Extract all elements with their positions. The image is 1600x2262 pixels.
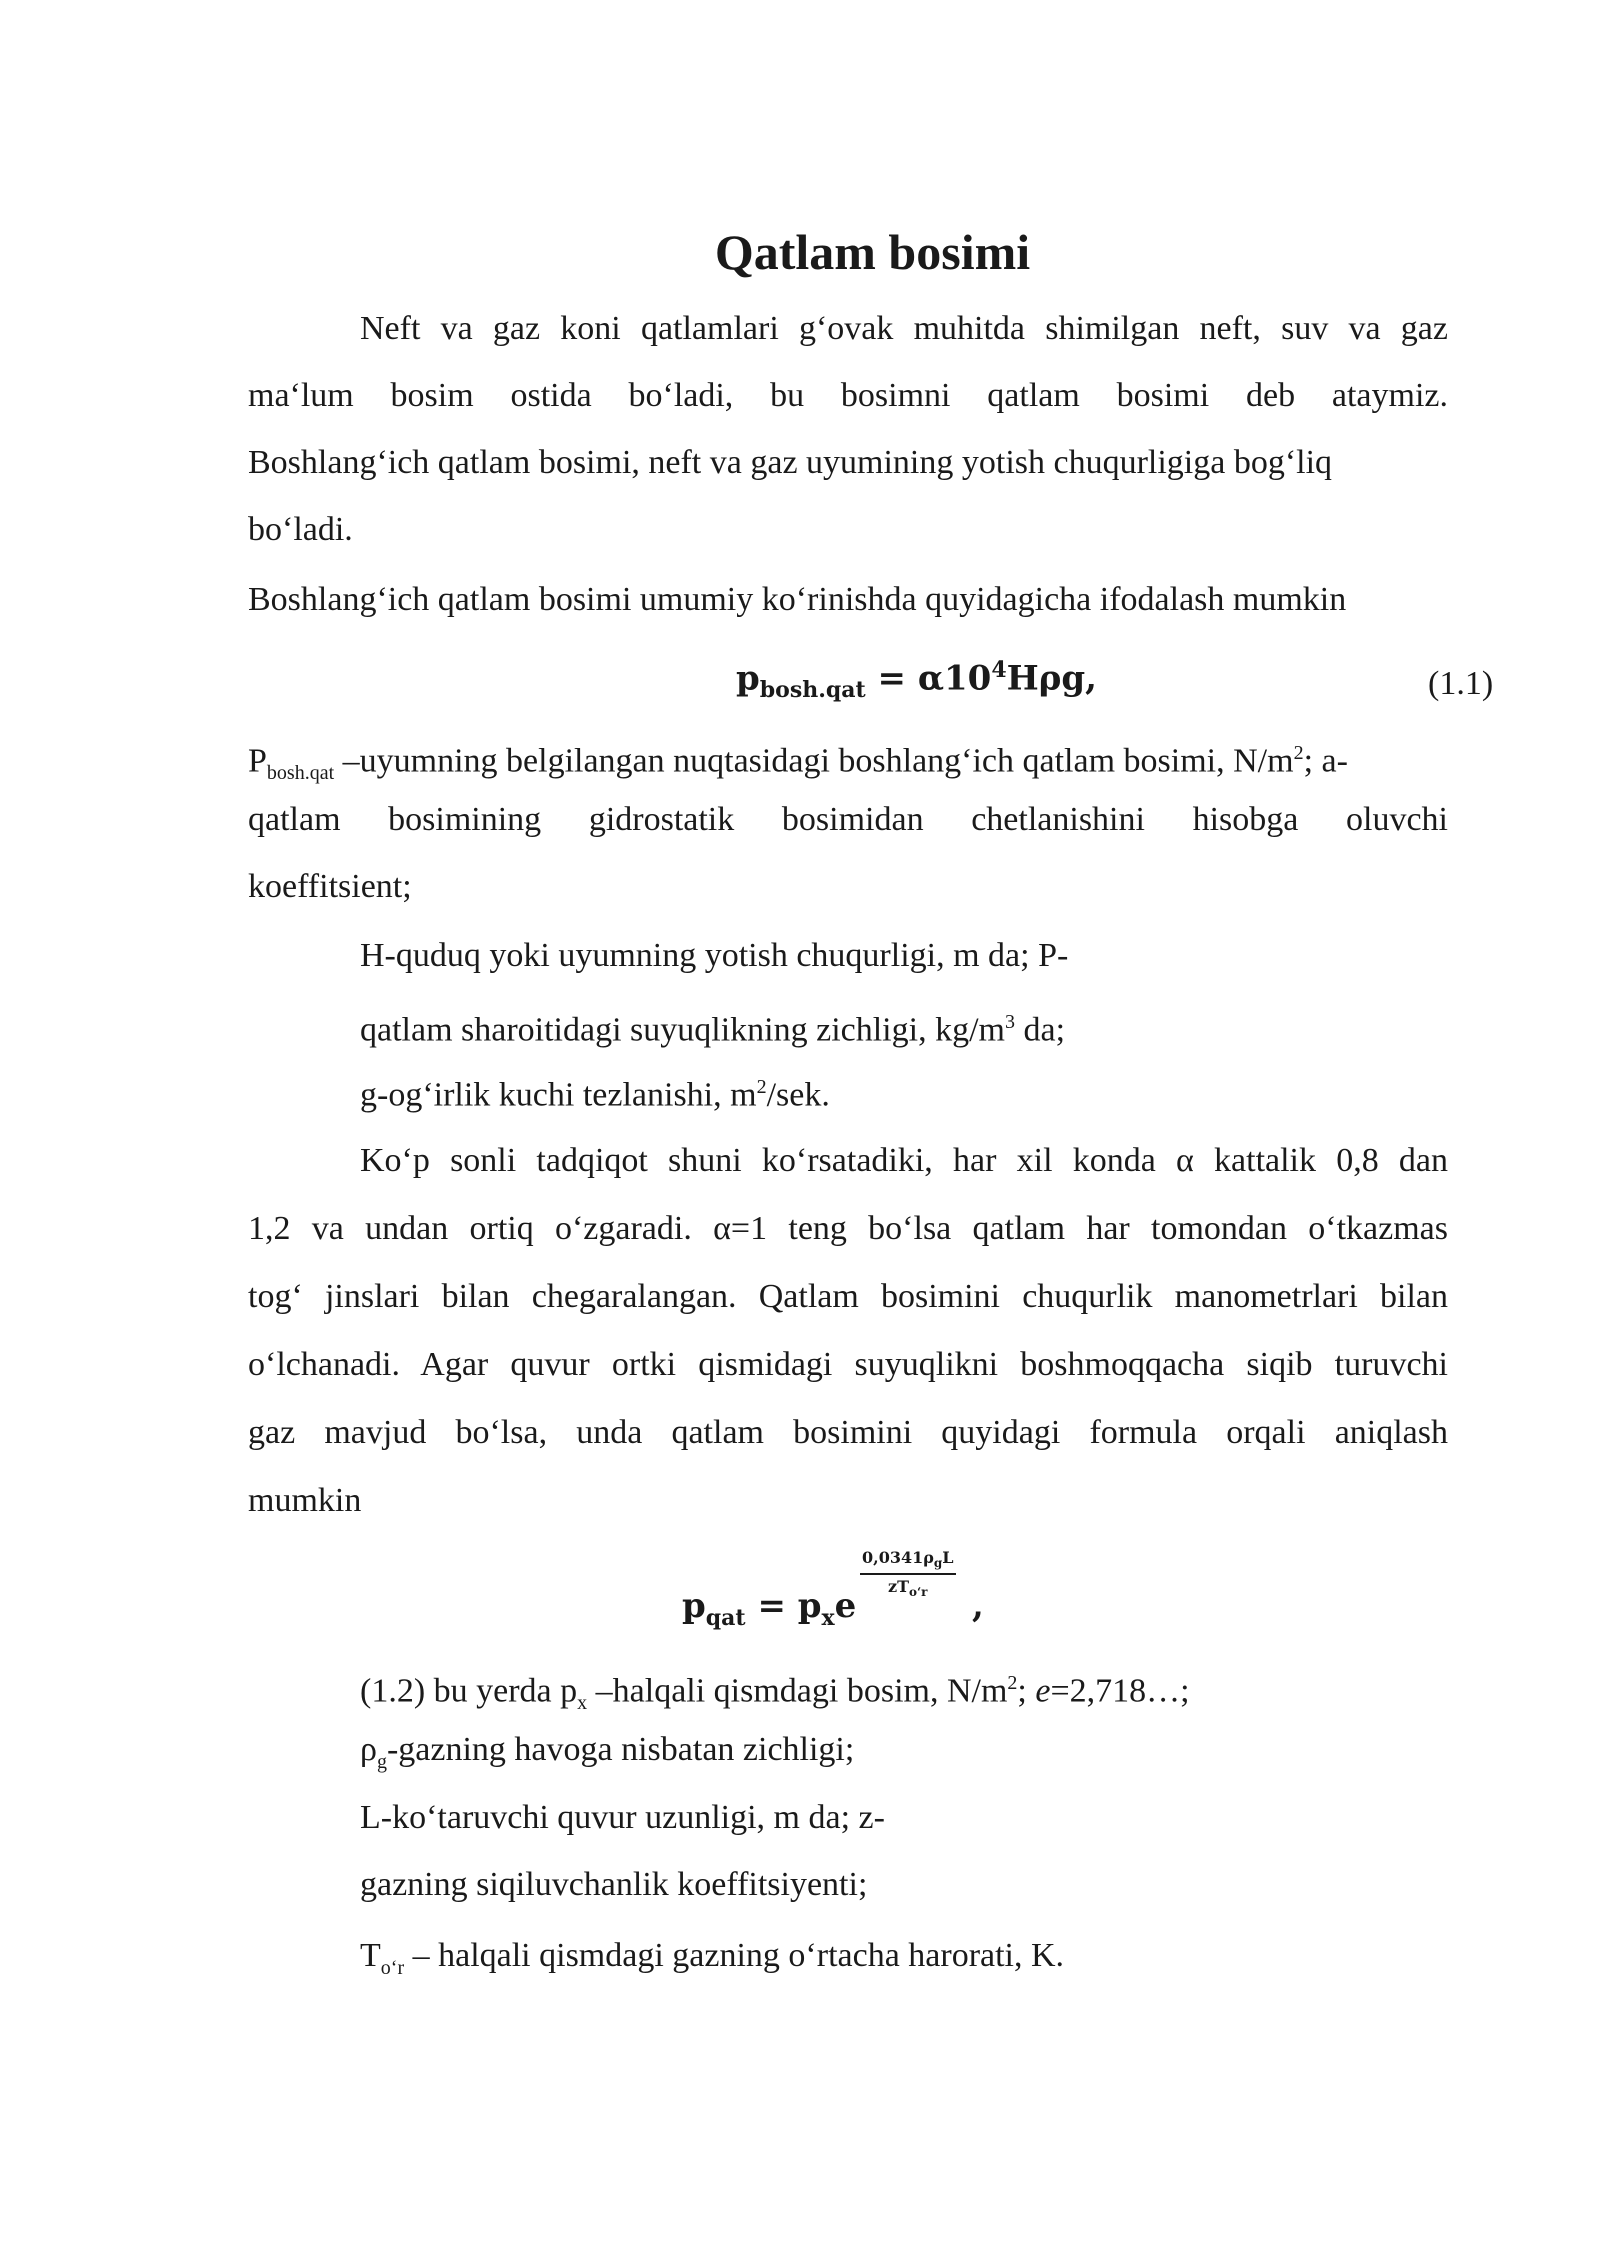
definition-g	[360, 1065, 830, 1117]
equation-number-1-1: (1.1)	[1428, 665, 1494, 702]
formula-1-2-exponent-denominator	[860, 1575, 956, 1602]
formula-1-2-lhs: p	[682, 1586, 706, 1626]
exponent-numerator-sub: g	[933, 1556, 943, 1571]
exponent-denominator-a: zT	[888, 1577, 909, 1597]
paragraph-2: Boshlang‘ich qatlam bosimi umumiy ko‘rinishda quyidagicha ifodalash mumkin	[248, 581, 1347, 618]
definition-1-text-a: –uyumning belgilangan nuqtasidagi boshlang‘ich qatlam bosimi, N/m	[334, 742, 1294, 780]
formula-1-2-exponent-numerator	[860, 1548, 956, 1575]
formula-1-1-p: p	[736, 658, 760, 699]
exponent-numerator-b: L	[942, 1548, 954, 1567]
formula-1-1	[736, 648, 1097, 712]
paragraph-3-line-1: Ko‘p sonli tadqiqot shuni ko‘rsatadiki, har xil konda α kattalik 0,8 dan	[360, 1142, 1448, 1179]
formula-1-2-rhs: = p	[757, 1586, 822, 1626]
definition-1-line-3: koeffitsient;	[248, 868, 412, 905]
definition-px-text-a: (1.2) bu yerda p	[360, 1672, 578, 1710]
paragraph-1-line-4: bo‘ladi.	[248, 511, 353, 548]
paragraph-3-line-3: tog‘ jinslari bilan chegaralangan. Qatlam bosimini chuqurlik manometrlari bilan	[248, 1278, 1448, 1315]
definition-px-superscript: 2	[1007, 1672, 1018, 1694]
definition-e-symbol: e	[1035, 1672, 1051, 1710]
definition-px-subscript: x	[577, 1692, 588, 1715]
formula-1-2-comma: ,	[972, 1586, 984, 1626]
definition-rho-superscript: 3	[1004, 1011, 1015, 1033]
definition-px-text-d: =2,718…;	[1050, 1672, 1190, 1710]
formula-1-2-exp-base: e	[834, 1586, 857, 1626]
definition-1-symbol-subscript: bosh.qat	[266, 762, 335, 785]
formula-1-1-rhs-a: = α10	[877, 658, 992, 699]
paragraph-3-line-4: o‘lchanadi. Agar quvur ortki qismidagi suyuqlikni boshmoqqacha siqib turuvchi	[248, 1346, 1448, 1383]
page-title: Qatlam bosimi	[714, 224, 1031, 280]
definition-t-text: – halqali qismdagi gazning o‘rtacha harorati, K.	[404, 1937, 1065, 1974]
formula-1-1-p-subscript: bosh.qat	[759, 677, 866, 704]
definition-t	[360, 1934, 1064, 1990]
definition-1-text-b: ; a-	[1303, 742, 1348, 780]
paragraph-3-line-2: 1,2 va undan ortiq o‘zgaradi. α=1 teng bo‘lsa qatlam har tomondan o‘tkazmas	[248, 1210, 1448, 1247]
definition-g-text-b: /sek.	[766, 1076, 830, 1114]
definition-px-text-b: –halqali qismdagi bosim, N/m	[587, 1672, 1008, 1710]
formula-1-1-rhs-b: Hρg,	[1006, 658, 1098, 699]
definition-rho-g-symbol: ρ	[360, 1731, 377, 1768]
definition-1-line-2: qatlam bosimining gidrostatik bosimidan chetlanishini hisobga oluvchi	[248, 801, 1448, 838]
formula-1-2-x-subscript: x	[821, 1604, 835, 1631]
formula-1-1-exponent: 4	[991, 657, 1007, 683]
definition-z: gazning siqiluvchanlik koeffitsiyenti;	[360, 1866, 868, 1903]
definition-px	[360, 1661, 1190, 1725]
definition-t-subscript: o‘r	[380, 1956, 405, 1979]
definition-rho-text-b: da;	[1014, 1011, 1066, 1049]
definition-h: H-quduq yoki uyumning yotish chuqurligi, m da; P-	[360, 937, 1069, 974]
definition-rho-g-subscript: g	[376, 1750, 387, 1773]
exponent-numerator-a: 0,0341ρ	[862, 1548, 934, 1567]
definition-1-line-1	[248, 731, 1448, 795]
definition-g-superscript: 2	[756, 1076, 767, 1098]
definition-1-symbol: P	[248, 742, 267, 780]
definition-g-text-a: g-og‘irlik kuchi tezlanishi, m	[360, 1076, 757, 1114]
paragraph-1-line-1: Neft va gaz koni qatlamlari g‘ovak muhitda shimilgan neft, suv va gaz	[360, 310, 1448, 347]
definition-l: L-ko‘taruvchi quvur uzunligi, m da; z-	[360, 1799, 885, 1836]
formula-1-2	[682, 1548, 1002, 1630]
definition-rho-g-text: -gazning havoga nisbatan zichligi;	[386, 1731, 855, 1768]
definition-rho-text-a: qatlam sharoitidagi suyuqlikning zichligi, kg/m	[360, 1011, 1005, 1049]
paragraph-3-line-6: mumkin	[248, 1482, 362, 1519]
formula-1-2-lhs-subscript: qat	[705, 1604, 746, 1631]
formula-1-2-exponent	[860, 1548, 956, 1602]
formula-1-2-base	[682, 1584, 856, 1640]
exponent-denominator-sub: o‘r	[909, 1585, 928, 1600]
definition-t-symbol: T	[360, 1937, 381, 1974]
definition-1-superscript: 2	[1293, 742, 1304, 764]
definition-rho	[360, 1000, 1065, 1052]
definition-rho-g	[360, 1728, 854, 1784]
definition-px-text-c: ;	[1017, 1672, 1036, 1710]
paragraph-1-line-2: ma‘lum bosim ostida bo‘ladi, bu bosimni qatlam bosimi deb ataymiz.	[248, 377, 1448, 414]
paragraph-3-line-5: gaz mavjud bo‘lsa, unda qatlam bosimini quyidagi formula orqali aniqlash	[248, 1414, 1448, 1451]
paragraph-1-line-3: Boshlang‘ich qatlam bosimi, neft va gaz uyumining yotish chuqurligiga bog‘liq	[248, 444, 1333, 481]
